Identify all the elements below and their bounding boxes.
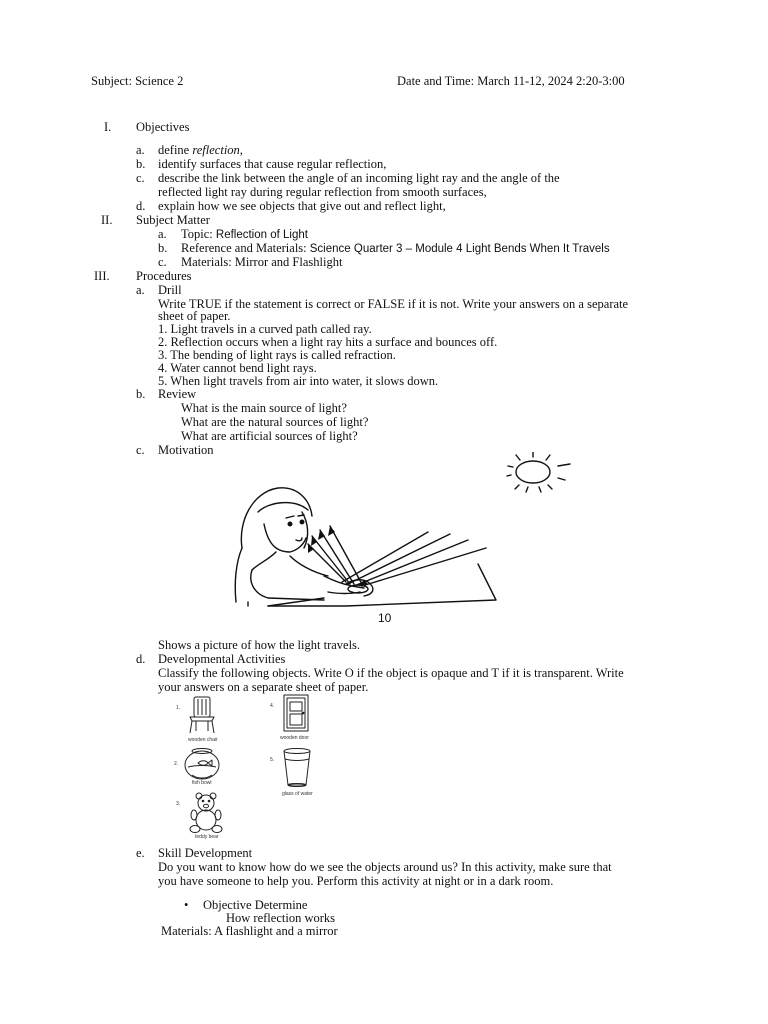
section-title-objectives: Objectives — [136, 120, 190, 134]
motivation-label: c. — [136, 443, 145, 457]
drill-instruction-1: Write TRUE if the statement is correct or FALSE if it is not. Write your answers on a separate — [158, 297, 629, 311]
sun-icon — [507, 452, 570, 492]
objective-b: identify surfaces that cause regular reflection, — [158, 157, 387, 171]
section-numeral-1: I. — [104, 120, 112, 134]
motivation-caption: Shows a picture of how the light travels. — [158, 638, 361, 652]
subject-line: Subject: Science 2 — [91, 74, 184, 88]
object-name-1: wooden chair — [188, 737, 218, 743]
skill-materials: Materials: A flashlight and a mirror — [161, 924, 338, 938]
objective-d-label: d. — [136, 199, 146, 213]
object-name-5: glass of water — [282, 791, 313, 797]
section-numeral-3: III. — [94, 269, 110, 283]
developmental-instruction-1: Classify the following objects. Write O if the object is opaque and T if it is transparent. Write — [158, 666, 624, 680]
skill-objective-sub: How reflection works — [226, 911, 335, 925]
teddy-bear-icon — [190, 793, 222, 833]
developmental-title: Developmental Activities — [158, 652, 286, 666]
objective-c-line2: reflected light ray during regular reflection from smooth surfaces, — [158, 185, 487, 199]
skill-text-2: you have someone to help you. Perform this activity at night or in a dark room. — [158, 874, 554, 888]
review-question-1: What is the main source of light? — [181, 401, 347, 415]
review-question-2: What are the natural sources of light? — [181, 415, 369, 429]
developmental-instruction-2: your answers on a separate sheet of paper. — [158, 680, 369, 694]
object-num-3: 3. — [176, 801, 181, 807]
objective-c-line1: describe the link between the angle of an incoming light ray and the angle of the — [158, 171, 560, 185]
glass-of-water-icon — [284, 749, 310, 787]
subject-matter-a-label: a. — [158, 227, 167, 241]
objective-d: explain how we see objects that give out and reflect light, — [158, 199, 446, 213]
object-num-2: 2. — [174, 761, 179, 767]
drill-instruction-2: sheet of paper. — [158, 309, 231, 323]
skill-text-1: Do you want to know how do we see the objects around us? In this activity, make sure that — [158, 860, 612, 874]
drill-item-4: 4. Water cannot bend light rays. — [158, 361, 317, 375]
wooden-door-icon — [284, 695, 308, 731]
object-num-4: 4. — [270, 703, 275, 709]
section-title-procedures: Procedures — [136, 269, 192, 283]
object-name-3: teddy bear — [195, 834, 219, 840]
developmental-label: d. — [136, 652, 146, 666]
fish-bowl-icon — [185, 749, 219, 780]
object-num-1: 1. — [176, 705, 181, 711]
object-num-5: 5. — [270, 757, 275, 763]
bullet-icon: • — [184, 898, 189, 912]
objective-a-label: a. — [136, 143, 145, 157]
objective-a: define reflection, — [158, 143, 243, 157]
objective-c-label: c. — [136, 171, 145, 185]
drill-item-2: 2. Reflection occurs when a light ray hits a surface and bounces off. — [158, 335, 498, 349]
skill-objective: Objective Determine — [203, 898, 308, 912]
objects-grid — [168, 693, 338, 843]
drill-label: a. — [136, 283, 145, 297]
materials-line: Materials: Mirror and Flashlight — [181, 255, 343, 269]
objective-b-label: b. — [136, 157, 146, 171]
review-question-3: What are artificial sources of light? — [181, 429, 358, 443]
subject-matter-b-label: b. — [158, 241, 168, 255]
figure-number: 10 — [378, 611, 392, 625]
review-title: Review — [158, 387, 197, 401]
object-name-2: fish bowl — [192, 780, 212, 786]
wooden-chair-icon — [190, 697, 214, 733]
skill-label: e. — [136, 846, 145, 860]
topic-line: Topic: Reflection of Light — [181, 227, 308, 241]
drill-item-1: 1. Light travels in a curved path called ray. — [158, 322, 372, 336]
section-numeral-2: II. — [101, 213, 113, 227]
skill-title: Skill Development — [158, 846, 253, 860]
object-name-4: wooden door — [280, 735, 309, 741]
drill-item-5: 5. When light travels from air into water, it slows down. — [158, 374, 439, 388]
review-label: b. — [136, 387, 146, 401]
date-time-line: Date and Time: March 11-12, 2024 2:20-3:00 — [397, 74, 625, 88]
motivation-title: Motivation — [158, 443, 214, 457]
light-reflection-illustration — [228, 452, 588, 627]
drill-title: Drill — [158, 283, 182, 297]
section-title-subject-matter: Subject Matter — [136, 213, 210, 227]
girl-figure — [235, 488, 364, 606]
reference-line: Reference and Materials: Science Quarter 3 – Module 4 Light Bends When It Travels — [181, 241, 610, 255]
drill-item-3: 3. The bending of light rays is called refraction. — [158, 348, 396, 362]
subject-matter-c-label: c. — [158, 255, 167, 269]
